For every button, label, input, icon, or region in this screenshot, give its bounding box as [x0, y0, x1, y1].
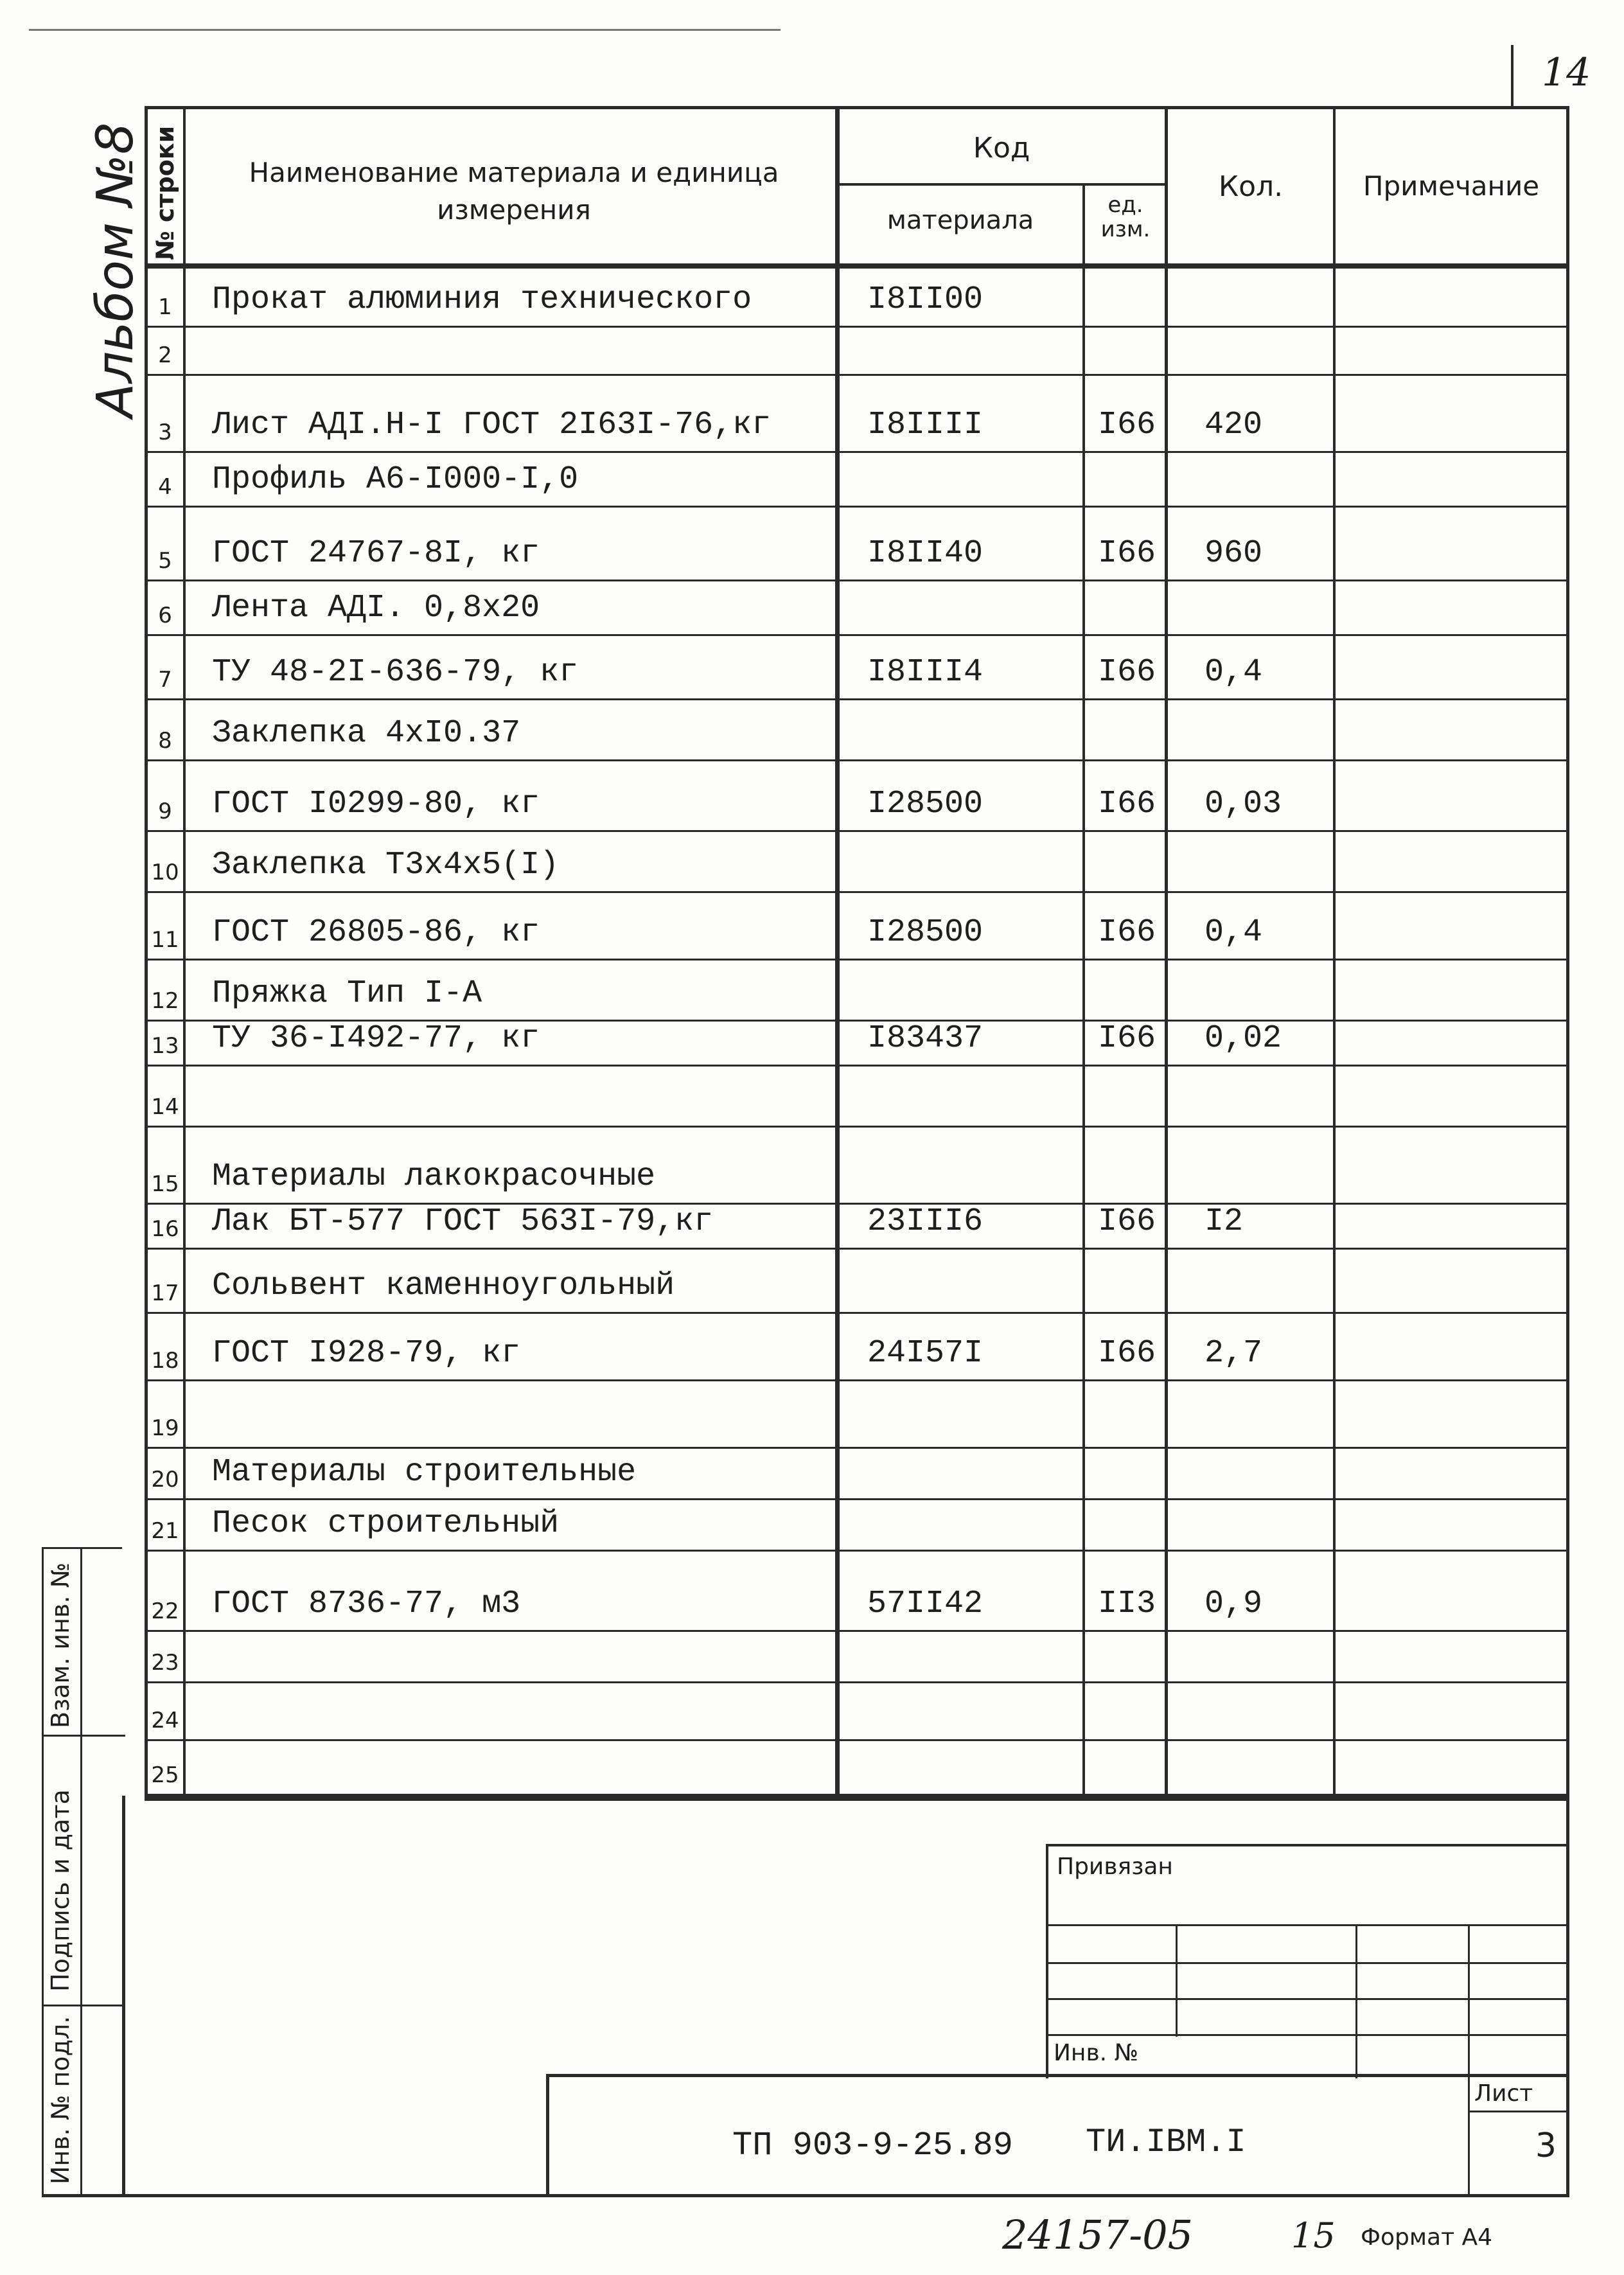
material-name: Сольвент каменноугольный — [212, 1268, 675, 1304]
unit-code: I66 — [1097, 786, 1156, 822]
row-number: 24 — [151, 1708, 179, 1733]
material-name: Прокат алюминия технического — [212, 281, 752, 318]
material-name: Заклепка 4хI0.37 — [212, 715, 521, 752]
row-number: 23 — [151, 1650, 179, 1676]
row-divider — [145, 634, 1569, 636]
material-name: Лак БТ-577 ГОСТ 563I-79,кг — [212, 1203, 714, 1240]
material-name: Заклепка Т3х4х5(I) — [212, 847, 560, 883]
row-number: 17 — [151, 1280, 179, 1306]
table-right-border — [1566, 106, 1569, 1801]
unit-code: I66 — [1097, 654, 1156, 691]
stamp-div-1 — [42, 1735, 125, 1737]
header-note: Примечание — [1363, 170, 1540, 202]
stamp-podpis-data: Подпись и дата — [46, 1789, 75, 1992]
row-divider — [145, 1248, 1569, 1250]
code-group-divider — [835, 183, 1168, 186]
tb-v2 — [1355, 1924, 1357, 2078]
tb-h1 — [1046, 1924, 1569, 1926]
row-divider — [145, 374, 1569, 376]
col-unit-border — [1165, 106, 1168, 1801]
material-name: Материалы лакокрасочные — [212, 1158, 656, 1195]
header-code-group: Код — [973, 132, 1030, 164]
material-code: 57II42 — [867, 1586, 984, 1622]
quantity: I2 — [1205, 1203, 1244, 1240]
stamp-vzam-inv: Взам. инв. № — [46, 1562, 75, 1728]
material-name: ГОСТ I0299-80, кг — [212, 786, 540, 822]
material-code: I28500 — [867, 786, 984, 822]
row-number: 21 — [151, 1518, 179, 1544]
material-code: I28500 — [867, 914, 984, 951]
header-name: Наименование материала и единица измерения — [249, 157, 779, 226]
footer-handwritten-sheet: 15 — [1291, 2215, 1336, 2256]
tb-v1 — [1176, 1924, 1178, 2037]
header-code-material: материала — [887, 206, 1034, 235]
footer-handwritten-number: 24157-05 — [1002, 2211, 1194, 2258]
tb-sheet-number: 3 — [1535, 2127, 1557, 2165]
row-number: 13 — [151, 1033, 179, 1059]
material-name: ГОСТ 24767-8I, кг — [212, 535, 540, 572]
tb-doc-sheet-code: ТИ.IВМ.I — [1086, 2123, 1246, 2161]
quantity: 0,4 — [1205, 914, 1263, 951]
row-number: 4 — [158, 474, 172, 500]
tb-sheet-label: Лист — [1474, 2080, 1533, 2107]
material-code: I83437 — [867, 1020, 984, 1057]
quantity: 0,9 — [1205, 1586, 1263, 1622]
row-number: 9 — [158, 799, 172, 824]
row-divider — [145, 698, 1569, 700]
row-number: 2 — [158, 342, 172, 368]
material-code: I8III4 — [867, 654, 984, 691]
page-number: 14 — [1542, 50, 1591, 95]
tb-doc-code: ТП 903-9-25.89 — [732, 2127, 1013, 2164]
row-divider — [145, 891, 1569, 893]
row-number: 5 — [158, 548, 172, 574]
quantity: 0,02 — [1205, 1020, 1282, 1057]
row-number: 3 — [158, 420, 172, 445]
row-number: 11 — [151, 927, 179, 953]
album-label: Альбом №8 — [87, 122, 145, 418]
material-name: Профиль А6-I000-I,0 — [212, 461, 579, 498]
row-divider — [145, 1630, 1569, 1632]
quantity: 2,7 — [1205, 1335, 1263, 1372]
row-number: 12 — [151, 988, 179, 1014]
row-number: 16 — [151, 1216, 179, 1242]
tb-left — [1046, 1844, 1048, 2078]
material-name: ТУ 36-I492-77, кг — [212, 1020, 540, 1057]
col-qty-border — [1333, 106, 1336, 1801]
col-name-border — [835, 106, 840, 1801]
row-number: 10 — [151, 860, 179, 885]
row-number: 6 — [158, 603, 172, 628]
material-name: Пряжка Тип I-А — [212, 975, 482, 1012]
tb-inv-no: Инв. № — [1054, 2040, 1139, 2066]
tb-main-left — [546, 2074, 549, 2196]
unit-code: I66 — [1097, 914, 1156, 951]
header-row-no: № строки — [151, 125, 179, 260]
material-name: Лента АДI. 0,8х20 — [212, 590, 540, 626]
tb-h4 — [1046, 2034, 1569, 2036]
stamp-inv-podl: Инв. № подл. — [46, 2015, 75, 2184]
material-code: I8II00 — [867, 281, 984, 318]
row-divider — [145, 506, 1569, 508]
quantity: 420 — [1205, 407, 1263, 443]
row-number: 25 — [151, 1762, 179, 1788]
row-divider — [145, 1498, 1569, 1500]
material-name: Лист АДI.Н-I ГОСТ 2I63I-76,кг — [212, 407, 772, 443]
unit-code: I66 — [1097, 535, 1156, 572]
row-number: 18 — [151, 1348, 179, 1374]
header-bottom-border — [145, 263, 1569, 269]
frame-left-bottom — [122, 1796, 125, 2196]
quantity: 0,4 — [1205, 654, 1263, 691]
material-name: ТУ 48-2I-636-79, кг — [212, 654, 579, 691]
material-code: I8IIII — [867, 407, 984, 443]
table-top-border — [145, 106, 1569, 109]
material-code: I8II40 — [867, 535, 984, 572]
row-divider — [145, 1447, 1569, 1449]
row-number: 19 — [151, 1415, 179, 1441]
material-name: ГОСТ I928-79, кг — [212, 1335, 521, 1372]
material-name: Материалы строительные — [212, 1454, 637, 1491]
unit-code: I66 — [1097, 1203, 1156, 1240]
row-number: 8 — [158, 728, 172, 754]
header-qty: Кол. — [1218, 170, 1284, 203]
unit-code: I66 — [1097, 1020, 1156, 1057]
row-divider — [145, 326, 1569, 328]
row-divider — [145, 1550, 1569, 1552]
tb-main-top — [546, 2074, 1569, 2077]
row-number: 7 — [158, 667, 172, 693]
row-number: 14 — [151, 1094, 179, 1120]
footer-format: Формат А4 — [1361, 2224, 1493, 2251]
tb-sheet-div — [1468, 2111, 1569, 2112]
tb-h2 — [1046, 1962, 1569, 1964]
row-number: 22 — [151, 1598, 179, 1624]
row-divider — [145, 1312, 1569, 1314]
quantity: 960 — [1205, 535, 1263, 572]
row-number: 1 — [158, 294, 172, 320]
page-number-divider — [1511, 45, 1514, 106]
row-divider — [145, 1065, 1569, 1067]
stamp-outer-left — [42, 1547, 44, 2196]
unit-code: I66 — [1097, 407, 1156, 443]
row-divider — [145, 580, 1569, 581]
row-number: 15 — [151, 1171, 179, 1197]
tb-privyazan: Привязан — [1057, 1854, 1173, 1880]
frame-bottom — [42, 2194, 1569, 2197]
material-code: 24I57I — [867, 1335, 984, 1372]
top-edge-line — [29, 29, 781, 31]
row-divider — [145, 1794, 1569, 1796]
material-name: Песок строительный — [212, 1505, 560, 1542]
table-bottom-border — [145, 1796, 1569, 1801]
row-divider — [145, 1126, 1569, 1128]
material-code: 23III6 — [867, 1203, 984, 1240]
col-code-border — [1082, 183, 1085, 1801]
stamp-mid — [80, 1547, 82, 2196]
row-divider — [145, 959, 1569, 960]
row-divider — [145, 1379, 1569, 1381]
material-name: ГОСТ 8736-77, м3 — [212, 1586, 521, 1622]
row-divider — [145, 830, 1569, 832]
header-code-unit: ед. изм. — [1100, 192, 1151, 242]
tb-h3 — [1046, 1998, 1569, 2000]
row-divider — [145, 759, 1569, 761]
row-divider — [145, 1739, 1569, 1741]
unit-code: I66 — [1097, 1335, 1156, 1372]
unit-code: II3 — [1097, 1586, 1156, 1622]
row-divider — [145, 451, 1569, 453]
quantity: 0,03 — [1205, 786, 1282, 822]
row-number: 20 — [151, 1467, 179, 1492]
row-divider — [145, 1681, 1569, 1683]
stamp-div-2 — [42, 2005, 125, 2006]
material-name: ГОСТ 26805-86, кг — [212, 914, 540, 951]
tb-top — [1046, 1844, 1569, 1846]
